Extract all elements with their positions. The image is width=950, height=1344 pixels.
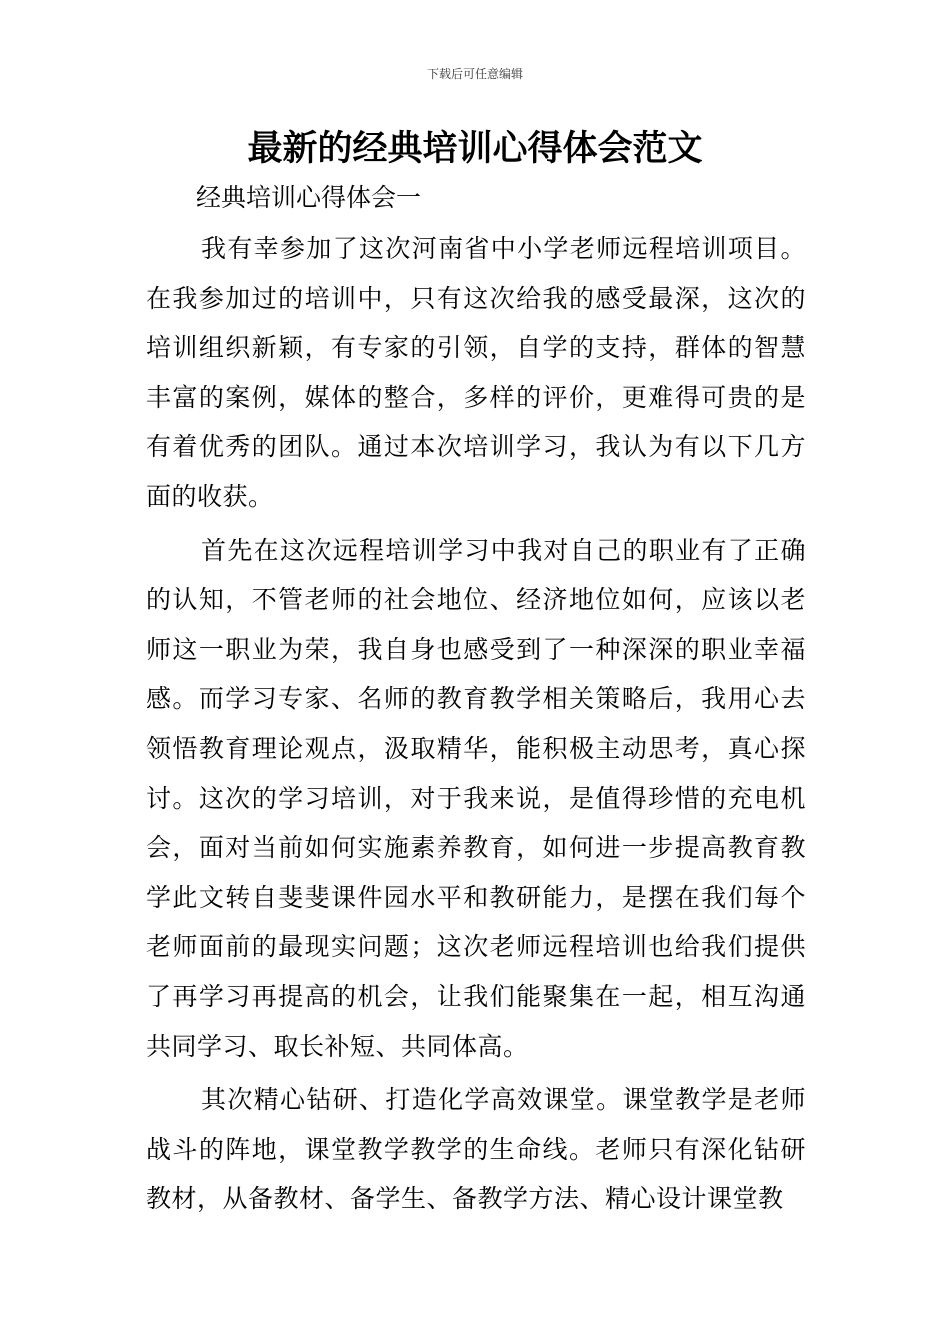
section-subtitle: 经典培训心得体会一 [196, 183, 422, 212]
paragraph-3: 其次精心钻研、打造化学高效课堂。课堂教学是老师战斗的阵地，课堂教学教学的生命线。老师只有深化钻研教材，从备教材、备学生、备教学方法、精心设计课堂教 [146, 1085, 806, 1214]
paragraph-2: 首先在这次远程培训学习中我对自己的职业有了正确的认知，不管老师的社会地位、经济地位如何，应该以老师这一职业为荣，我自身也感受到了一种深深的职业幸福感。而学习专家、名师的教育教学相关策略后，我用心去领悟教育理论观点，汲取精华，能积极主动思考，真心探讨。这次的学习培训，对于我来说，是值得珍惜的充电机会，面对当前如何实施素养教育，如何进一步提高教育教学此文转自斐斐课件园水平和教研能力，是摆在我们每个老师面前的最现实问题；这次老师远程培训也给我们提供了再学习再提高的机会，让我们能聚集在一起，相互沟通共同学习、取长补短、共同体高。 [146, 535, 806, 1061]
document-title: 最新的经典培训心得体会范文 [247, 129, 703, 169]
paragraph-1: 我有幸参加了这次河南省中小学老师远程培训项目。在我参加过的培训中，只有这次给我的感受最深，这次的培训组织新颖，有专家的引领，自学的支持，群体的智慧丰富的案例，媒体的整合，多样的评价，更难得可贵的是有着优秀的团队。通过本次培训学习，我认为有以下几方面的收获。 [146, 234, 806, 511]
page-header-note: 下载后可任意编辑 [426, 67, 523, 81]
document-body [146, 224, 806, 1224]
